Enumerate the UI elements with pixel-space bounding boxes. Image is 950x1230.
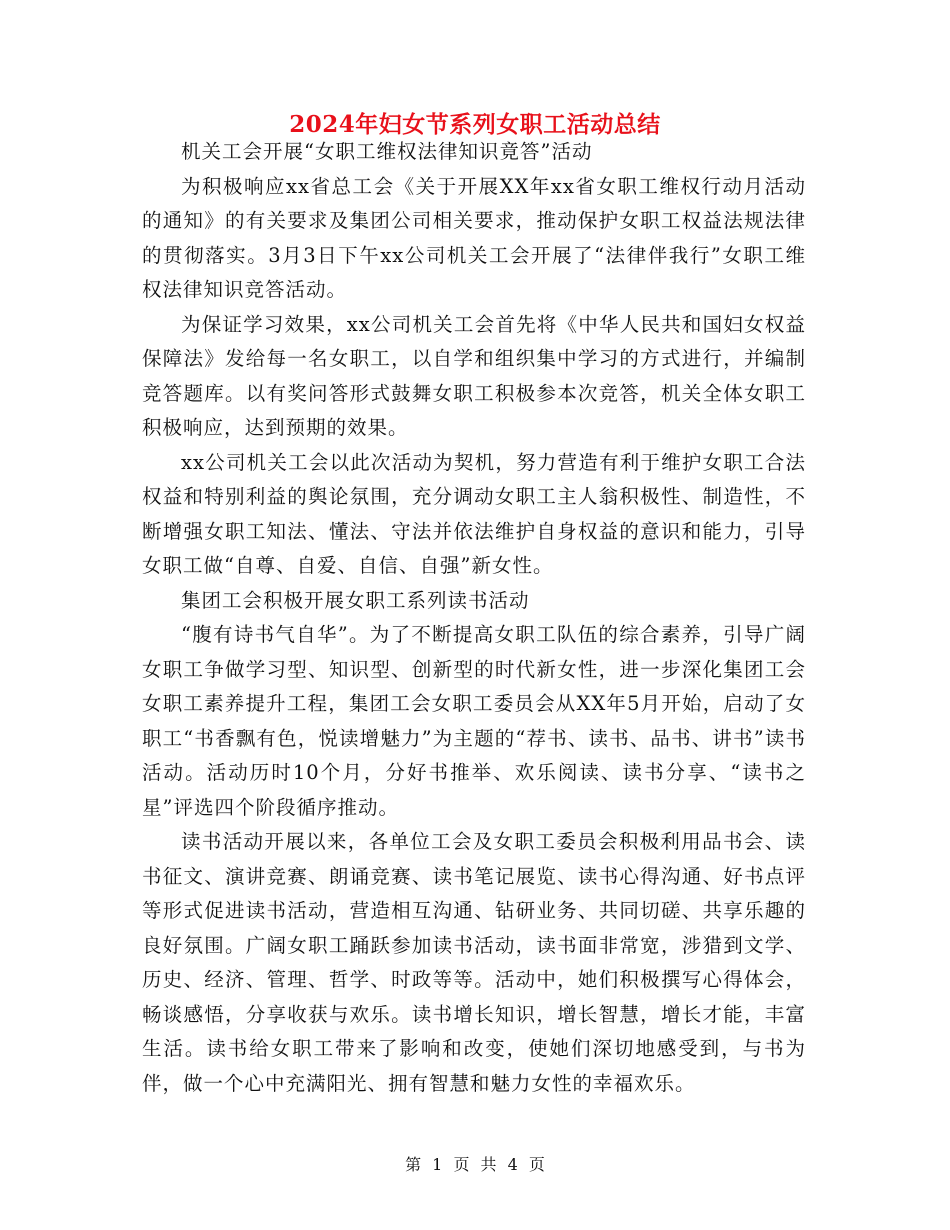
section-heading-reading-activity: 集团工会积极开展女职工系列读书活动	[181, 588, 530, 612]
paragraph: 为积极响应xx省总工会《关于开展XX年xx省女职工维权行动月活动的通知》的有关要求及集团公司相关要求，推动保护女职工权益法规法律的贯彻落实。3月3日下午xx公司机关工会开展了“法律伴我行”女职工维权法律知识竞答活动。	[142, 174, 806, 301]
paragraph: 为保证学习效果，xx公司机关工会首先将《中华人民共和国妇女权益保障法》发给每一名女职工，以自学和组织集中学习的方式进行，并编制竞答题库。以有奖问答形式鼓舞女职工积极参本次竞答，机关全体女职工积极响应，达到预期的效果。	[142, 312, 806, 439]
section-heading-legal-quiz: 机关工会开展“女职工维权法律知识竟答”活动	[181, 140, 593, 163]
page-footer: 第 1 页 共 4 页	[405, 1155, 545, 1174]
paragraph: 读书活动开展以来，各单位工会及女职工委员会积极利用品书会、读书征文、演讲竞赛、朗诵竞赛、读书笔记展览、读书心得沟通、好书点评等形式促进读书活动，营造相互沟通、钻研业务、共同切磋、共享乐趣的良好氛围。广阔女职工踊跃参加读书活动，读书面非常宽，涉猎到文学、历史、经济、管理、哲学、时政等等。活动中，她们积极撰写心得体会，畅谈感悟，分享收获与欢乐。读书增长知识，增长智慧，增长才能，丰富生活。读书给女职工带来了影响和改变，使她们深切地感受到，与书为伴，做一个心中充满阳光、拥有智慧和魅力女性的幸福欢乐。	[142, 830, 806, 1095]
document-title: 2024年妇女节系列女职工活动总结	[289, 111, 661, 138]
document-body	[142, 135, 806, 1101]
paragraph: xx公司机关工会以此次活动为契机，努力营造有利于维护女职工合法权益和特别利益的舆论氛围，充分调动女职工主人翁积极性、制造性，不断增强女职工知法、懂法、守法并依法维护自身权益的意识和能力，引导女职工做“自尊、自爱、自信、自强”新女性。	[142, 450, 806, 577]
paragraph: “腹有诗书气自华”。为了不断提高女职工队伍的综合素养，引导广阔女职工争做学习型、知识型、创新型的时代新女性，进一步深化集团工会女职工素养提升工程，集团工会女职工委员会从XX年5月开始，启动了女职工“书香飘有色，悦读增魅力”为主题的“荐书、读书、品书、讲书”读书活动。活动历时10个月，分好书推举、欢乐阅读、读书分享、“读书之星”评选四个阶段循序推动。	[142, 623, 806, 819]
